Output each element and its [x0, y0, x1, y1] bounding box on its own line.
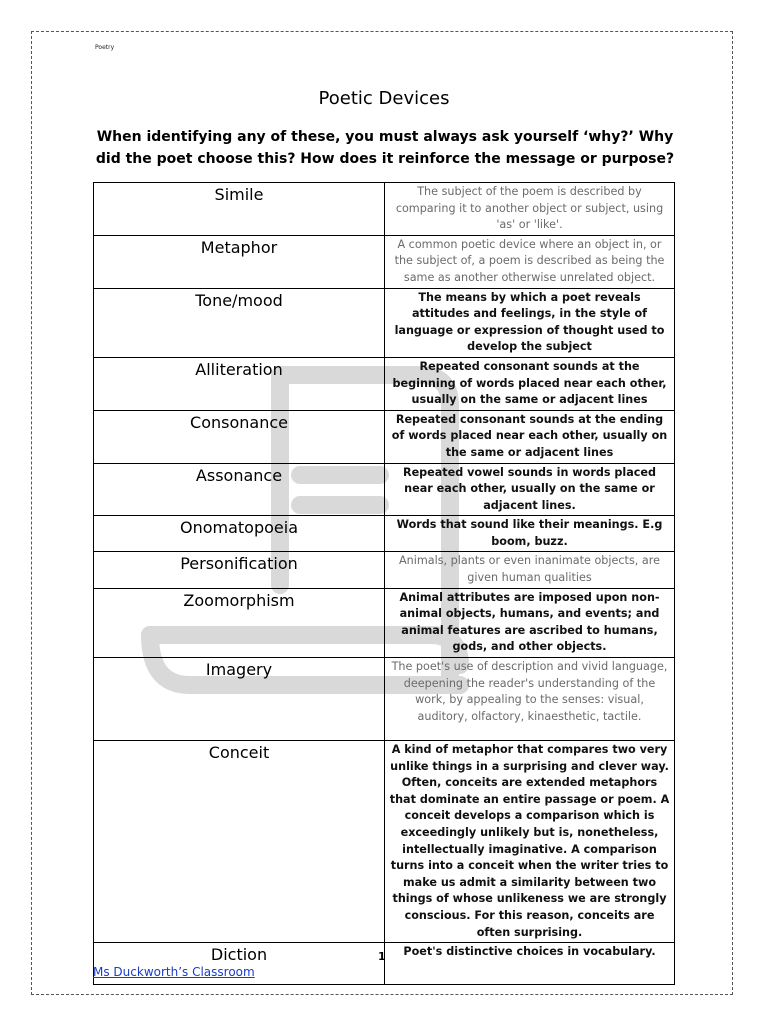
device-term: Consonance: [94, 410, 385, 463]
table-row: [94, 288, 675, 357]
device-term: Imagery: [94, 658, 385, 741]
device-term: Tone/mood: [94, 288, 385, 357]
table-row: [94, 410, 675, 463]
table-row: [94, 183, 675, 236]
device-definition: The means by which a poet reveals attitudes and feelings, in the style of language or expression of thought used to develop the subject: [385, 288, 675, 357]
device-term: Conceit: [94, 741, 385, 943]
device-term: Personification: [94, 552, 385, 588]
page-title: Poetic Devices: [318, 88, 450, 109]
device-term: Zoomorphism: [94, 588, 385, 657]
device-definition: A common poetic device where an object in, or the subject of, a poem is described as being the same as another otherwise unrelated object.: [385, 235, 675, 288]
device-term: Simile: [94, 183, 385, 236]
device-definition: Poet's distinctive choices in vocabulary.: [385, 943, 675, 985]
header-tag: Poetry: [95, 44, 115, 51]
device-definition: Repeated vowel sounds in words placed near each other, usually on the same or adjacent lines.: [385, 463, 675, 516]
table-row: [94, 516, 675, 552]
device-definition: Animal attributes are imposed upon non-animal objects, humans, and events; and animal features are ascribed to humans, gods, and other objects.: [385, 588, 675, 657]
table-row: [94, 357, 675, 410]
poetic-devices-table: [93, 182, 675, 985]
device-definition: Words that sound like their meanings. E.g boom, buzz.: [385, 516, 675, 552]
device-term: Diction: [94, 943, 385, 985]
intro-text: When identifying any of these, you must always ask yourself ‘why?’ Why did the poet choose this? How does it reinforce the message or purpose?: [95, 129, 675, 167]
table-row: [94, 588, 675, 657]
device-definition: The subject of the poem is described by comparing it to another object or subject, using 'as' or 'like'.: [385, 183, 675, 236]
device-definition: Animals, plants or even inanimate objects, are given human qualities: [385, 552, 675, 588]
device-definition: Repeated consonant sounds at the beginning of words placed near each other, usually on the same or adjacent lines: [385, 357, 675, 410]
table-row: [94, 741, 675, 943]
page-number: 1: [378, 950, 386, 963]
classroom-link[interactable]: Ms Duckworth’s Classroom: [93, 965, 255, 979]
table-row: [94, 463, 675, 516]
device-term: Onomatopoeia: [94, 516, 385, 552]
device-term: Metaphor: [94, 235, 385, 288]
device-term: Alliteration: [94, 357, 385, 410]
device-term: Assonance: [94, 463, 385, 516]
table-row: [94, 552, 675, 588]
device-definition: A kind of metaphor that compares two very unlike things in a surprising and clever way. Often, conceits are extended metaphors that dominate an entire passage or poem. A conceit develops a comparison which is exceedingly unlikely but is, nonetheless, intellectually imaginative. A comparison turns into a conceit when the writer tries to make us admit a similarity between two things of whose unlikeness we are strongly conscious. For this reason, conceits are often surprising.: [385, 741, 675, 943]
device-definition: The poet's use of description and vivid language, deepening the reader's understanding of the work, by appealing to the senses: visual, auditory, olfactory, kinaesthetic, tactile.: [385, 658, 675, 741]
device-definition: Repeated consonant sounds at the ending of words placed near each other, usually on the same or adjacent lines: [385, 410, 675, 463]
table-row: [94, 658, 675, 741]
table-row: [94, 235, 675, 288]
